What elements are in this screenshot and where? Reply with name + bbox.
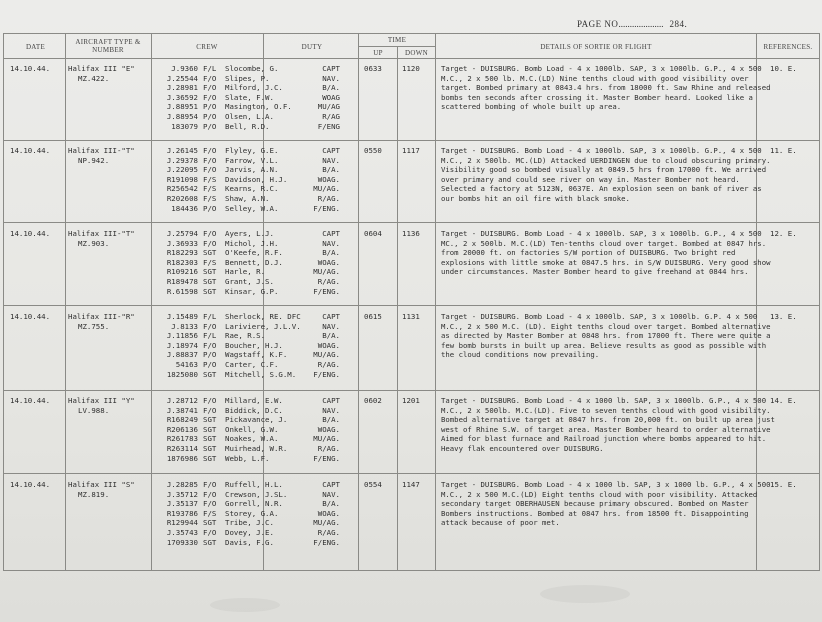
sortie-date: 14.10.44. [10,229,51,238]
crew-rank: SGT [203,518,217,528]
crew-member [154,480,287,490]
crew-duty: CAPT [322,64,340,73]
crew-list [154,396,287,463]
crew-name: Pickavance, J. [225,415,288,425]
crew-name: Crewson, J.SL. [225,489,288,499]
crew-member [154,64,292,74]
column-rule [435,33,436,571]
crew-duty: NAV. [322,155,340,165]
aircraft-serial: NP.942. [78,156,110,165]
crew-name: Flyley, G.E. [225,146,279,155]
crew-duty: WOAG. [317,508,340,518]
crew-service-number: J.9360 [171,64,198,73]
crew-service-number: J.35712 [166,489,198,499]
crew-service-number: 1709330 [166,537,198,547]
paper-stain [540,585,630,603]
crew-member [154,415,287,425]
crew-service-number: R263114 [166,443,198,453]
crew-rank: F/O [203,146,217,155]
crew-duty: CAPT [322,229,340,238]
reference: 13. E. [770,312,797,321]
crew-rank: P/O [203,111,217,121]
crew-list [154,312,301,379]
crew-rank: F/O [203,83,217,93]
sortie-details: Target - DUISBURG. Bomb Load - 4 x 1000lb. SAP, 3 x 1000lb. G.P., 4 x 500 MC., 2 x 500lb. M.C.(LD) Ten-tenths cloud over target. Bombed at 0847 hrs. from 20000 ft. on factories S/W portion of DUISBURG. Two bright red explosions with little smoke at 0847.5 hrs. in S/W DUISBURG. Very good show under circumstances. Master Bomber heard to give freehand at 0844 hrs. [441,229,771,277]
sortie-details: Target - DUISBURG. Bomb Load - 4 x 1000 lb. SAP, 3 x 1000lb. G.P., 4 x 500 M.C., 2 x 500lb. M.C.(LD). Five to seven tenths cloud with good visibility. Bombed alternative target at 0847 hrs. from 20,000 ft. on built up area just west of Rhine S.W. of target area. Master Bomber heard to order alternative Aimed for blast furnace and Railroad junction where bombs appeared to hit. Heavy flak encountered over DUISBURG. [441,396,775,453]
column-rule [397,46,398,571]
crew-member [154,287,283,297]
column-rule [151,33,152,571]
crew-name: Millard, E.W. [225,396,283,405]
crew-member [154,425,287,435]
reference: 15. E. [770,480,797,489]
time-up: 0604 [364,229,382,238]
crew-duty: R/AG. [317,193,340,203]
crew-rank: SGT [203,248,217,258]
crew-rank: F/L [203,64,217,73]
reference: 14. E. [770,396,797,405]
crew-rank: F/O [203,229,217,238]
crew-member [154,102,292,112]
crew-member [154,528,287,538]
crew-duty: NAV. [322,489,340,499]
sortie-date: 14.10.44. [10,146,51,155]
aircraft-serial: MZ.903. [78,239,110,248]
crew-member [154,229,283,239]
crew-rank: SGT [203,424,217,434]
header-references: REFERENCES. [763,43,813,51]
crew-name: O'Keefe, R.F. [225,248,283,258]
aircraft-serial: MZ.755. [78,322,110,331]
crew-duty: CAPT [322,312,340,321]
crew-service-number: R168249 [166,415,198,425]
crew-member [154,331,301,341]
header-aircraft: AIRCRAFT TYPE & NUMBER [75,38,141,54]
sortie-details: Target - DUISBURG. Bomb Load - 4 x 1000lb. SAP, 3 x 1000lb. G.P., 4 x 500 M.C., 2 x 500lb. MC.(LD) Attacked UERDINGEN due to cloud obscuring primary. Visibility good so bombed visually at 0849.5 hrs from 17000 ft. We arrived over primary and could see river on way in. Master Bomber not heard. Selected a factory at 5123N, 0637E. An explosion seen on bank of river as our bombs hit an oil fire with black smoke. [441,146,771,203]
aircraft-type: Halifax III-"T" [68,146,135,155]
sortie-date: 14.10.44. [10,396,51,405]
crew-rank: F/O [203,155,217,165]
aircraft-type: Halifax III "Y" [68,396,135,405]
column-rule [358,33,359,571]
crew-member [154,322,301,332]
header-time: TIME [387,36,407,44]
column-rule [3,33,4,571]
crew-duty: WOAG. [317,424,340,434]
crew-rank: F/O [203,527,217,537]
crew-rank: F/S [203,257,217,267]
row-rule [3,473,819,474]
crew-member [154,194,287,204]
crew-name: Milford, J.C. [225,83,283,93]
crew-rank: SGT [203,369,217,379]
column-rule [65,33,66,571]
header-duty: DUTY [301,43,323,51]
crew-rank: F/O [203,499,217,509]
crew-service-number: J.88951 [166,102,198,112]
duty-list [300,64,340,131]
crew-duty: MU/AG. [313,350,340,360]
row-rule [3,390,819,391]
crew-service-number: R189478 [166,276,198,286]
crew-duty: WOAG [322,92,340,102]
crew-service-number: J.88837 [166,350,198,360]
crew-name: Kearns, R.C. [225,184,279,194]
row-rule [3,222,819,223]
crew-member [154,83,292,93]
crew-duty: B/A. [322,165,340,175]
time-up: 0554 [364,480,382,489]
crew-rank: P/O [203,102,217,112]
crew-member [154,184,287,194]
paper-stain [210,598,280,612]
crew-rank: F/L [203,331,217,341]
crew-rank: F/O [203,340,217,350]
column-rule [819,33,820,571]
crew-name: Davidson, H.J. [225,174,288,184]
crew-duty: B/A. [322,331,340,341]
crew-service-number: J.15489 [166,312,198,321]
sortie-details: Target - DUISBURG. Bomb Load - 4 x 1000lb. SAP, 3 x 1000lb. G.P., 4 x 500 M.C., 2 x 500 lb. M.C.(LD) Nine tenths cloud with good visibility over target. Bombed primary at 0843.4 hrs. from 18000 ft. Saw Rhine and released bombs ten seconds after crossing it. Master Bomber heard. Looked like a scattered bombing of whole built up area. [441,64,771,112]
crew-member [154,312,301,322]
crew-member [154,444,287,454]
crew-duty: NAV. [322,73,340,83]
crew-rank: F/S [203,174,217,184]
crew-name: Masington, O.F. [225,102,292,112]
crew-name: Webb, L.F. [225,453,270,463]
crew-service-number: R.61598 [166,286,198,296]
crew-member [154,267,283,277]
time-up: 0633 [364,64,382,73]
crew-service-number: 183079 [171,121,198,131]
crew-duty: WOAG. [317,340,340,350]
crew-member [154,370,301,380]
crew-rank: F/S [203,508,217,518]
crew-name: Noakes, W.A. [225,434,279,444]
time-down: 1136 [402,229,420,238]
crew-duty: NAV. [322,238,340,248]
crew-name: Tribe, J.C. [225,518,274,528]
crew-duty: R/AG. [317,276,340,286]
aircraft-serial: MZ.819. [78,490,110,499]
crew-name: Ruffell, H.L. [225,480,283,489]
crew-service-number: R193786 [166,508,198,518]
crew-duty: MU/AG [317,102,340,112]
crew-member [154,277,283,287]
crew-list [154,480,287,547]
crew-service-number: R206136 [166,424,198,434]
crew-name: Bell, R.D. [225,121,270,131]
crew-duty: R/AG. [317,443,340,453]
crew-rank: F/L [203,312,217,321]
header-time-down: DOWN [405,49,428,57]
time-down: 1120 [402,64,420,73]
crew-service-number: 1825080 [166,369,198,379]
crew-duty: F/ENG. [313,453,340,463]
reference: 11. E. [770,146,797,155]
crew-duty: R/AG. [317,359,340,369]
crew-list [154,229,283,296]
crew-name: Gorrell, N.R. [225,499,283,509]
crew-member [154,93,292,103]
crew-duty: CAPT [322,480,340,489]
crew-name: Mitchell, S.G.M. [225,369,297,379]
crew-service-number: J.29378 [166,155,198,165]
duty-list [300,146,340,213]
crew-rank: F/O [203,480,217,489]
aircraft-type: Halifax III-"T" [68,229,135,238]
crew-service-number: R191098 [166,174,198,184]
crew-name: Shaw, A.N. [225,193,270,203]
crew-member [154,74,292,84]
table-top-rule [3,33,819,34]
crew-name: Farrow, V.L. [225,155,279,165]
crew-rank: SGT [203,267,217,277]
crew-rank: SGT [203,434,217,444]
crew-name: Kinsar, G.P. [225,286,279,296]
sortie-date: 14.10.44. [10,480,51,489]
header-crew: CREW [196,43,218,51]
crew-rank: P/O [203,350,217,360]
crew-member [154,509,287,519]
crew-rank: F/O [203,92,217,102]
crew-name: Olsen, L.A. [225,111,274,121]
crew-service-number: J.28981 [166,83,198,93]
crew-duty: NAV. [322,321,340,331]
crew-name: Slocombe, G. [225,64,279,73]
crew-service-number: J.35743 [166,527,198,537]
sortie-date: 14.10.44. [10,64,51,73]
crew-duty: NAV. [322,405,340,415]
crew-rank: F/O [203,396,217,405]
crew-service-number: J.35137 [166,499,198,509]
duty-list [300,229,340,296]
crew-member [154,146,287,156]
crew-member [154,258,283,268]
crew-service-number: J.28285 [166,480,198,489]
crew-service-number: 1876986 [166,453,198,463]
crew-member [154,248,283,258]
crew-duty: WOAG. [317,174,340,184]
crew-member [154,204,287,214]
crew-duty: MU/AG. [313,267,340,277]
crew-member [154,350,301,360]
crew-duty: F/ENG. [313,369,340,379]
crew-service-number: R109216 [166,267,198,277]
crew-service-number: J.36933 [166,238,198,248]
aircraft-type: Halifax III "S" [68,480,135,489]
crew-duty: F/ENG [317,121,340,131]
crew-rank: F/O [203,405,217,415]
crew-rank: P/O [203,121,217,131]
crew-duty: MU/AG. [313,518,340,528]
header-date: DATE [25,43,46,51]
crew-duty: MU/AG. [313,184,340,194]
header-time-up: UP [373,49,383,57]
time-up: 0615 [364,312,382,321]
crew-rank: F/O [203,238,217,248]
crew-rank: SGT [203,443,217,453]
crew-member [154,490,287,500]
crew-list [154,146,287,213]
crew-service-number: J.25544 [166,73,198,83]
crew-rank: P/O [203,203,217,213]
crew-rank: SGT [203,453,217,463]
crew-name: Michol, J.H. [225,238,279,248]
crew-name: Slate, F.W. [225,92,274,102]
crew-member [154,341,301,351]
crew-member [154,360,301,370]
crew-rank: SGT [203,537,217,547]
crew-name: Onkell, G.W. [225,424,279,434]
crew-member [154,156,287,166]
crew-service-number: R261783 [166,434,198,444]
duty-list [300,312,340,379]
crew-rank: F/O [203,321,217,331]
crew-rank: F/S [203,193,217,203]
crew-service-number: R182303 [166,257,198,267]
crew-service-number: J.22095 [166,165,198,175]
crew-name: Grant, J.S. [225,276,274,286]
crew-service-number: 184436 [171,203,198,213]
sortie-details: Target - DUISBURG. Bomb Load - 4 x 1000lb. SAP, 3 x 1000lb. G.P. 4 x 500 M.C., 2 x 500 M.C. (LD). Eight tenths cloud over target. Bombed alternative as directed by Master Bomber at 0848 hrs. from 17000 ft. There were quite a few bomb bursts in built up area. Believe results as good as possible with the cloud conditions now prevailing. [441,312,771,360]
crew-service-number: R182293 [166,248,198,258]
crew-duty: MU/AG. [313,434,340,444]
crew-duty: F/ENG. [313,286,340,296]
crew-member [154,165,287,175]
crew-member [154,175,287,185]
row-rule [3,305,819,306]
crew-duty: B/A. [322,248,340,258]
crew-name: Ayers, L.J. [225,229,274,238]
crew-member [154,406,287,416]
row-rule [3,570,819,571]
crew-name: Muirhead, W.R. [225,443,288,453]
crew-member [154,434,287,444]
crew-name: Boucher, H.J. [225,340,283,350]
time-down: 1201 [402,396,420,405]
reference: 12. E. [770,229,797,238]
crew-service-number: J.36592 [166,92,198,102]
crew-name: Bennett, D.J. [225,257,283,267]
crew-service-number: J.11856 [166,331,198,341]
crew-service-number: J.88954 [166,111,198,121]
aircraft-type: Halifax III-"R" [68,312,135,321]
crew-name: Selley, W.A. [225,203,279,213]
crew-duty: F/ENG. [313,537,340,547]
crew-name: Biddick, D.C. [225,405,283,415]
crew-member [154,499,287,509]
time-up: 0550 [364,146,382,155]
crew-name: Dovey, J.E. [225,527,274,537]
aircraft-serial: LV.988. [78,406,110,415]
crew-service-number: J.18974 [166,340,198,350]
crew-rank: SGT [203,415,217,425]
crew-service-number: 54163 [175,359,198,369]
crew-service-number: J.26145 [166,146,198,155]
crew-service-number: R256542 [166,184,198,194]
crew-member [154,396,287,406]
crew-duty: WOAG. [317,257,340,267]
crew-name: Rae, R.S. [225,331,266,341]
crew-duty: CAPT [322,396,340,405]
time-down: 1117 [402,146,420,155]
crew-service-number: R129944 [166,518,198,528]
time-down: 1147 [402,480,420,489]
crew-duty: R/AG [322,111,340,121]
time-down: 1131 [402,312,420,321]
crew-service-number: R202608 [166,193,198,203]
crew-service-number: J.38741 [166,405,198,415]
header-bottom-rule [3,58,819,59]
crew-rank: F/S [203,184,217,194]
crew-member [154,112,292,122]
time-up: 0602 [364,396,382,405]
crew-list [154,64,292,131]
sortie-details: Target - DUISBURG. Bomb Load - 4 x 1000 lb. SAP, 3 x 1000 lb. G.P., 4 x 500 M.C., 2 x 500 M.C.(LD) Eight tenths cloud with poor visibility. Attacked secondary target OBERHAUSEN because primary obscured. Bombed on Master Bombers instructions. Bombed at 0847 hrs. from 18500 ft. Disappointing attack because of poor met. [441,480,771,528]
crew-member [154,538,287,548]
crew-rank: F/O [203,165,217,175]
crew-member [154,454,287,464]
crew-service-number: J.28712 [166,396,198,405]
crew-duty: CAPT [322,146,340,155]
crew-member [154,518,287,528]
duty-list [300,396,340,463]
crew-member [154,122,292,132]
crew-name: Slipes, P. [225,73,270,83]
aircraft-type: Halifax III "E" [68,64,135,73]
header-details: DETAILS OF SORTIE OR FLIGHT [540,43,652,51]
crew-member [154,239,283,249]
crew-rank: F/O [203,73,217,83]
crew-rank: SGT [203,276,217,286]
crew-name: Lariviere, J.L.V. [225,321,301,331]
crew-rank: P/O [203,359,217,369]
crew-duty: F/ENG. [313,203,340,213]
crew-name: Sherlock, RE. DFC [225,312,301,321]
crew-duty: R/AG. [317,527,340,537]
crew-name: Wagstaff, K.F. [225,350,288,360]
reference: 10. E. [770,64,797,73]
crew-name: Storey, G.A. [225,508,279,518]
crew-duty: B/A. [322,83,340,93]
crew-service-number: J.8133 [171,321,198,331]
crew-rank: F/O [203,489,217,499]
crew-name: Davis, F.G. [225,537,274,547]
sortie-date: 14.10.44. [10,312,51,321]
crew-name: Harle, R. [225,267,266,277]
aircraft-serial: MZ.422. [78,74,110,83]
crew-duty: B/A. [322,499,340,509]
crew-name: Carter, C.F. [225,359,279,369]
crew-duty: B/A. [322,415,340,425]
crew-name: Jarvis, A.N. [225,165,279,175]
row-rule [3,140,819,141]
crew-service-number: J.25794 [166,229,198,238]
duty-list [300,480,340,547]
crew-rank: SGT [203,286,217,296]
page-number: PAGE NO.................... 284. [577,19,688,29]
